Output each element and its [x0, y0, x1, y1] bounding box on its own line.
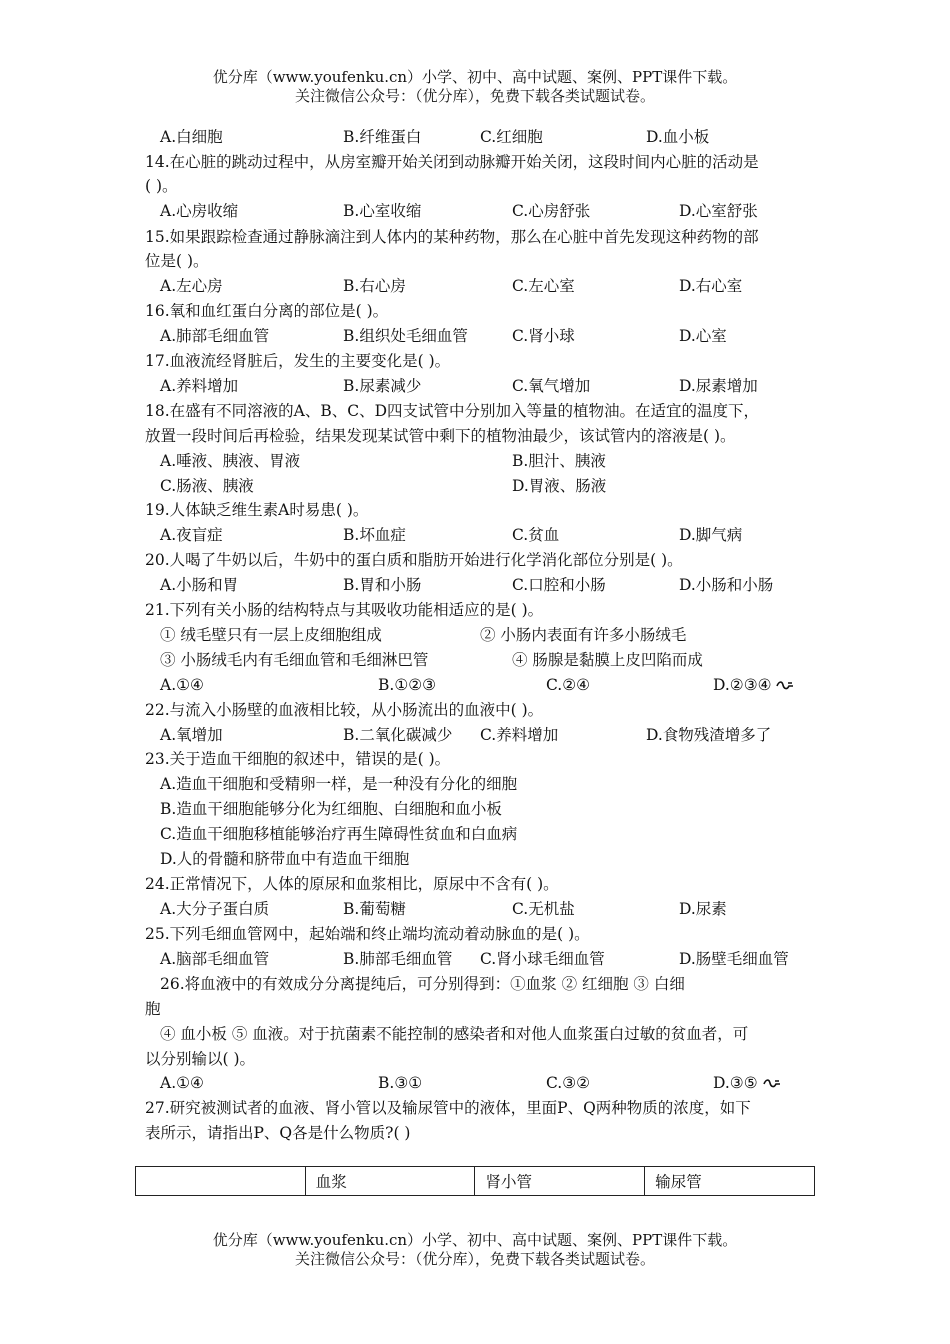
q15-options [0, 276, 950, 296]
option-d: D.右心室 [679, 277, 743, 295]
q24-stem: 24.正常情况下，人体的原尿和血浆相比，原尿中不含有( )。 [145, 875, 559, 893]
q23-option-a: A.造血干细胞和受精卵一样，是一种没有分化的细胞 [160, 775, 518, 793]
option-b: B.组织处毛细血管 [343, 327, 468, 345]
footer-line-1: 优分库（www.youfenku.cn）小学、初中、高中试题、案例、PPT课件下载。 [212, 1231, 738, 1249]
option-b: B.坏血症 [343, 526, 406, 544]
option-a: A.心房收缩 [160, 202, 239, 220]
concentration-table [135, 1166, 815, 1196]
table-header-renal-tubule: 肾小管 [475, 1167, 645, 1196]
option-d: D.心室舒张 [679, 202, 758, 220]
option-b: B.胃和小肠 [343, 576, 422, 594]
option-a: A.氧增加 [160, 726, 223, 744]
table-header-row [136, 1167, 815, 1196]
q27-stem-1: 27.研究被测试者的血液、肾小管以及输尿管中的液体，里面P、Q两种物质的浓度，如下 [145, 1099, 751, 1117]
q22-options [0, 725, 950, 745]
option-d: D.尿素增加 [679, 377, 758, 395]
option-b: B.尿素减少 [343, 377, 422, 395]
q25-options [0, 949, 950, 969]
squiggle-mark-icon [776, 680, 794, 692]
q21-options [0, 675, 950, 695]
q18-options-row-1 [0, 451, 950, 471]
option-c: C.②④ [546, 676, 591, 694]
q15-stem-2: 位是( )。 [145, 252, 209, 270]
option-b: B.葡萄糖 [343, 900, 406, 918]
option-d: D.小肠和小肠 [679, 576, 774, 594]
option-d: D.肠壁毛细血管 [679, 950, 789, 968]
q24-options [0, 899, 950, 919]
option-c: C.无机盐 [512, 900, 575, 918]
option-b: B.纤维蛋白 [343, 128, 422, 146]
q26-options [0, 1073, 950, 1093]
q23-option-d: D.人的骨髓和脐带血中有造血干细胞 [160, 850, 410, 868]
option-a: A.唾液、胰液、胃液 [160, 452, 301, 470]
table-header-cell-empty [136, 1167, 306, 1196]
header-line-2: 关注微信公众号：（优分库），免费下载各类试题试卷。 [294, 87, 655, 105]
option-d: D.血小板 [646, 128, 710, 146]
option-c: C.肾小球毛细血管 [480, 950, 605, 968]
table-header-plasma: 血浆 [305, 1167, 475, 1196]
q26-stem-2: 胞 [145, 1000, 161, 1018]
option-c: C.肾小球 [512, 327, 575, 345]
option-d-wrapper [713, 1073, 781, 1093]
option-a: A.①④ [160, 676, 204, 694]
option-c: C.肠液、胰液 [160, 477, 254, 495]
option-c: C.红细胞 [480, 128, 543, 146]
q16-stem: 16.氧和血红蛋白分离的部位是( )。 [145, 302, 389, 320]
option-a: A.小肠和胃 [160, 576, 239, 594]
option-d: D.食物残渣增多了 [646, 726, 772, 744]
q16-options [0, 326, 950, 346]
option-a: A.白细胞 [160, 128, 223, 146]
q14-stem-1: 14.在心脏的跳动过程中，从房室瓣开始关闭到动脉瓣开始关闭，这段时间内心脏的活动是 [145, 153, 759, 171]
q21-statements-row-2 [0, 650, 950, 670]
option-d: D.②③④ [713, 676, 772, 694]
q23-option-b: B.造血干细胞能够分化为红细胞、白细胞和血小板 [160, 800, 502, 818]
option-c: C.养料增加 [480, 726, 559, 744]
option-c: C.氧气增加 [512, 377, 591, 395]
option-d-wrapper [713, 675, 794, 695]
statement-1: ① 绒毛壁只有一层上皮细胞组成 [160, 626, 382, 644]
q18-stem-2: 放置一段时间后再检验，结果发现某试管中剩下的植物油最少，该试管内的溶液是( )。 [145, 427, 736, 445]
page-header [0, 68, 950, 106]
option-a: A.肺部毛细血管 [160, 327, 270, 345]
q23-option-c: C.造血干细胞移植能够治疗再生障碍性贫血和白血病 [160, 825, 518, 843]
q18-options-row-2 [0, 476, 950, 496]
q27-stem-2: 表所示，请指出P、Q各是什么物质?( ) [145, 1124, 411, 1142]
option-b: B.二氧化碳减少 [343, 726, 453, 744]
option-a: A.夜盲症 [160, 526, 223, 544]
option-c: C.③② [546, 1074, 591, 1092]
q26-stem-1: 26.将血液中的有效成分分离提纯后，可分别得到：①血浆 ② 红细胞 ③ 白细 [160, 975, 685, 993]
q14-stem-2: ( )。 [145, 177, 178, 195]
option-b: B.心室收缩 [343, 202, 422, 220]
q13-options [0, 127, 950, 147]
option-a: A.大分子蛋白质 [160, 900, 270, 918]
statement-4: ④ 肠腺是黏膜上皮凹陷而成 [512, 651, 703, 669]
option-a: A.左心房 [160, 277, 223, 295]
q17-options [0, 376, 950, 396]
q21-statements-row-1 [0, 625, 950, 645]
squiggle-mark-icon [763, 1078, 781, 1090]
statement-2: ② 小肠内表面有许多小肠绒毛 [480, 626, 687, 644]
option-c: C.心房舒张 [512, 202, 591, 220]
option-b: B.右心房 [343, 277, 406, 295]
q20-options [0, 575, 950, 595]
q19-stem: 19.人体缺乏维生素A时易患( )。 [145, 501, 369, 519]
table-header-ureter: 输尿管 [645, 1167, 815, 1196]
q18-stem-1: 18.在盛有不同溶液的A、B、C、D四支试管中分别加入等量的植物油。在适宜的温度下， [145, 402, 760, 420]
option-d: D.③⑤ [713, 1074, 758, 1092]
option-b: B.③① [378, 1074, 423, 1092]
option-c: C.口腔和小肠 [512, 576, 606, 594]
option-c: C.贫血 [512, 526, 560, 544]
page-footer [0, 1231, 950, 1269]
header-line-1: 优分库（www.youfenku.cn）小学、初中、高中试题、案例、PPT课件下载。 [212, 68, 738, 86]
option-d: D.胃液、肠液 [512, 477, 607, 495]
option-a: A.①④ [160, 1074, 204, 1092]
option-d: D.心室 [679, 327, 727, 345]
option-b: B.胆汁、胰液 [512, 452, 606, 470]
option-a: A.养料增加 [160, 377, 239, 395]
option-b: B.①②③ [378, 676, 437, 694]
q15-stem-1: 15.如果跟踪检查通过静脉滴注到人体内的某种药物，那么在心脏中首先发现这种药物的部 [145, 228, 759, 246]
option-d: D.脚气病 [679, 526, 743, 544]
q17-stem: 17.血液流经肾脏后，发生的主要变化是( )。 [145, 352, 451, 370]
option-b: B.肺部毛细血管 [343, 950, 453, 968]
q23-stem: 23.关于造血干细胞的叙述中，错误的是( )。 [145, 750, 451, 768]
statement-3: ③ 小肠绒毛内有毛细血管和毛细淋巴管 [160, 651, 429, 669]
option-a: A.脑部毛细血管 [160, 950, 270, 968]
q21-stem: 21.下列有关小肠的结构特点与其吸收功能相适应的是( )。 [145, 601, 544, 619]
q26-stem-4: 以分别输以( )。 [145, 1050, 256, 1068]
q22-stem: 22.与流入小肠壁的血液相比较，从小肠流出的血液中( )。 [145, 701, 544, 719]
q19-options [0, 525, 950, 545]
q20-stem: 20.人喝了牛奶以后，牛奶中的蛋白质和脂肪开始进行化学消化部位分别是( )。 [145, 551, 683, 569]
option-c: C.左心室 [512, 277, 575, 295]
q14-options [0, 201, 950, 221]
option-d: D.尿素 [679, 900, 727, 918]
footer-line-2: 关注微信公众号：（优分库），免费下载各类试题试卷。 [294, 1250, 655, 1268]
q26-stem-3: ④ 血小板 ⑤ 血液。对于抗菌素不能控制的感染者和对他人血浆蛋白过敏的贫血者，可 [160, 1025, 749, 1043]
q25-stem: 25.下列毛细血管网中，起始端和终止端均流动着动脉血的是( )。 [145, 925, 590, 943]
